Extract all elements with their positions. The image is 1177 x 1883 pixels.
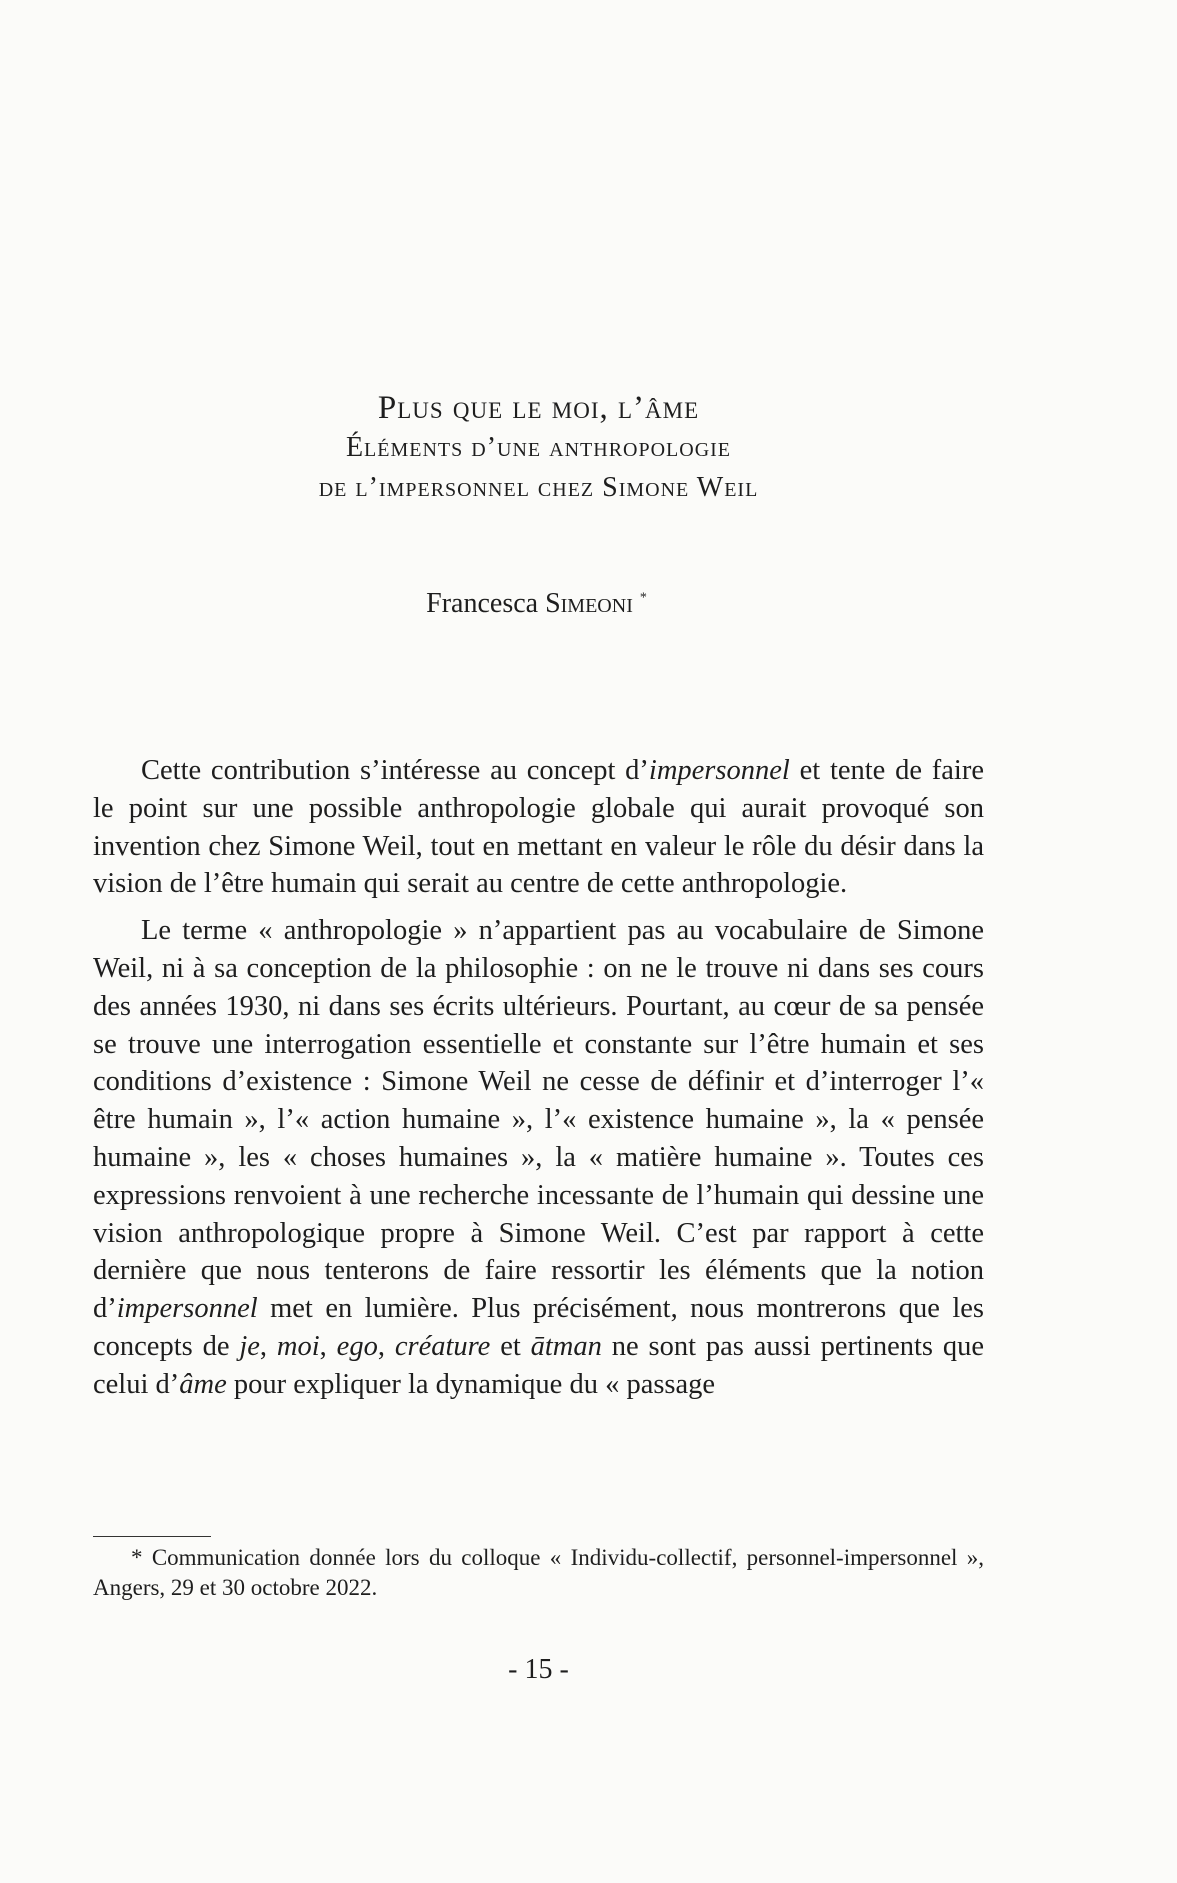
- author-last-name: Simeoni: [545, 588, 633, 619]
- title-line-2: Éléments d’une anthropologie: [345, 432, 732, 463]
- chapter-title: [0, 388, 1177, 508]
- paragraph-2: Le terme « anthropologie » n’appartient pas au vocabulaire de Simone Weil, ni à sa conception de la philosophie : on ne le trouve ni dans ses cours des années 1930, ni dans ses écrits ultérieurs. Pourtant, au cœur de sa pensée se trouve une interrogation essentielle et constante sur l’être humain et ses conditions d’existence : Simone Weil ne cesse de définir et d’interroger l’« être humain », l’« action humaine », l’« existence humaine », la « pensée humaine », les « choses humaines », la « matière humaine ». Toutes ces expressions renvoient à une recherche incessante de l’humain qui dessine une vision anthropologique propre à Simone Weil. C’est par rapport à cette dernière que nous tenterons de faire ressortir les éléments que la notion d’impersonnel met en lumière. Plus précisément, nous montrerons que les concepts de je, moi, ego, créature et ātman ne sont pas aussi pertinents que celui d’âme pour expliquer la dynamique du « passage: [93, 915, 985, 1400]
- page-number: - 15 -: [508, 1654, 569, 1685]
- footnote-marker: *: [639, 590, 647, 606]
- footnote-divider: [93, 1536, 211, 1537]
- title-line-3: de l’impersonnel chez Simone Weil: [318, 472, 759, 503]
- author-line: [0, 588, 1125, 620]
- title-line-1: Plus que le moi, l’âme: [377, 390, 700, 426]
- author-first-name: Francesca: [426, 588, 539, 619]
- footnote: * Communication donnée lors du colloque « Individu-collectif, personnel-impersonnel », Angers, 29 et 30 octobre 2022.: [93, 1545, 984, 1600]
- body-text: [93, 752, 984, 1404]
- paragraph-1: Cette contribution s’intéresse au concept d’impersonnel et tente de faire le point sur une possible anthropologie globale qui aurait provoqué son invention chez Simone Weil, tout en mettant en valeur le rôle du désir dans la vision de l’être humain qui serait au centre de cette anthropologie.: [93, 755, 984, 900]
